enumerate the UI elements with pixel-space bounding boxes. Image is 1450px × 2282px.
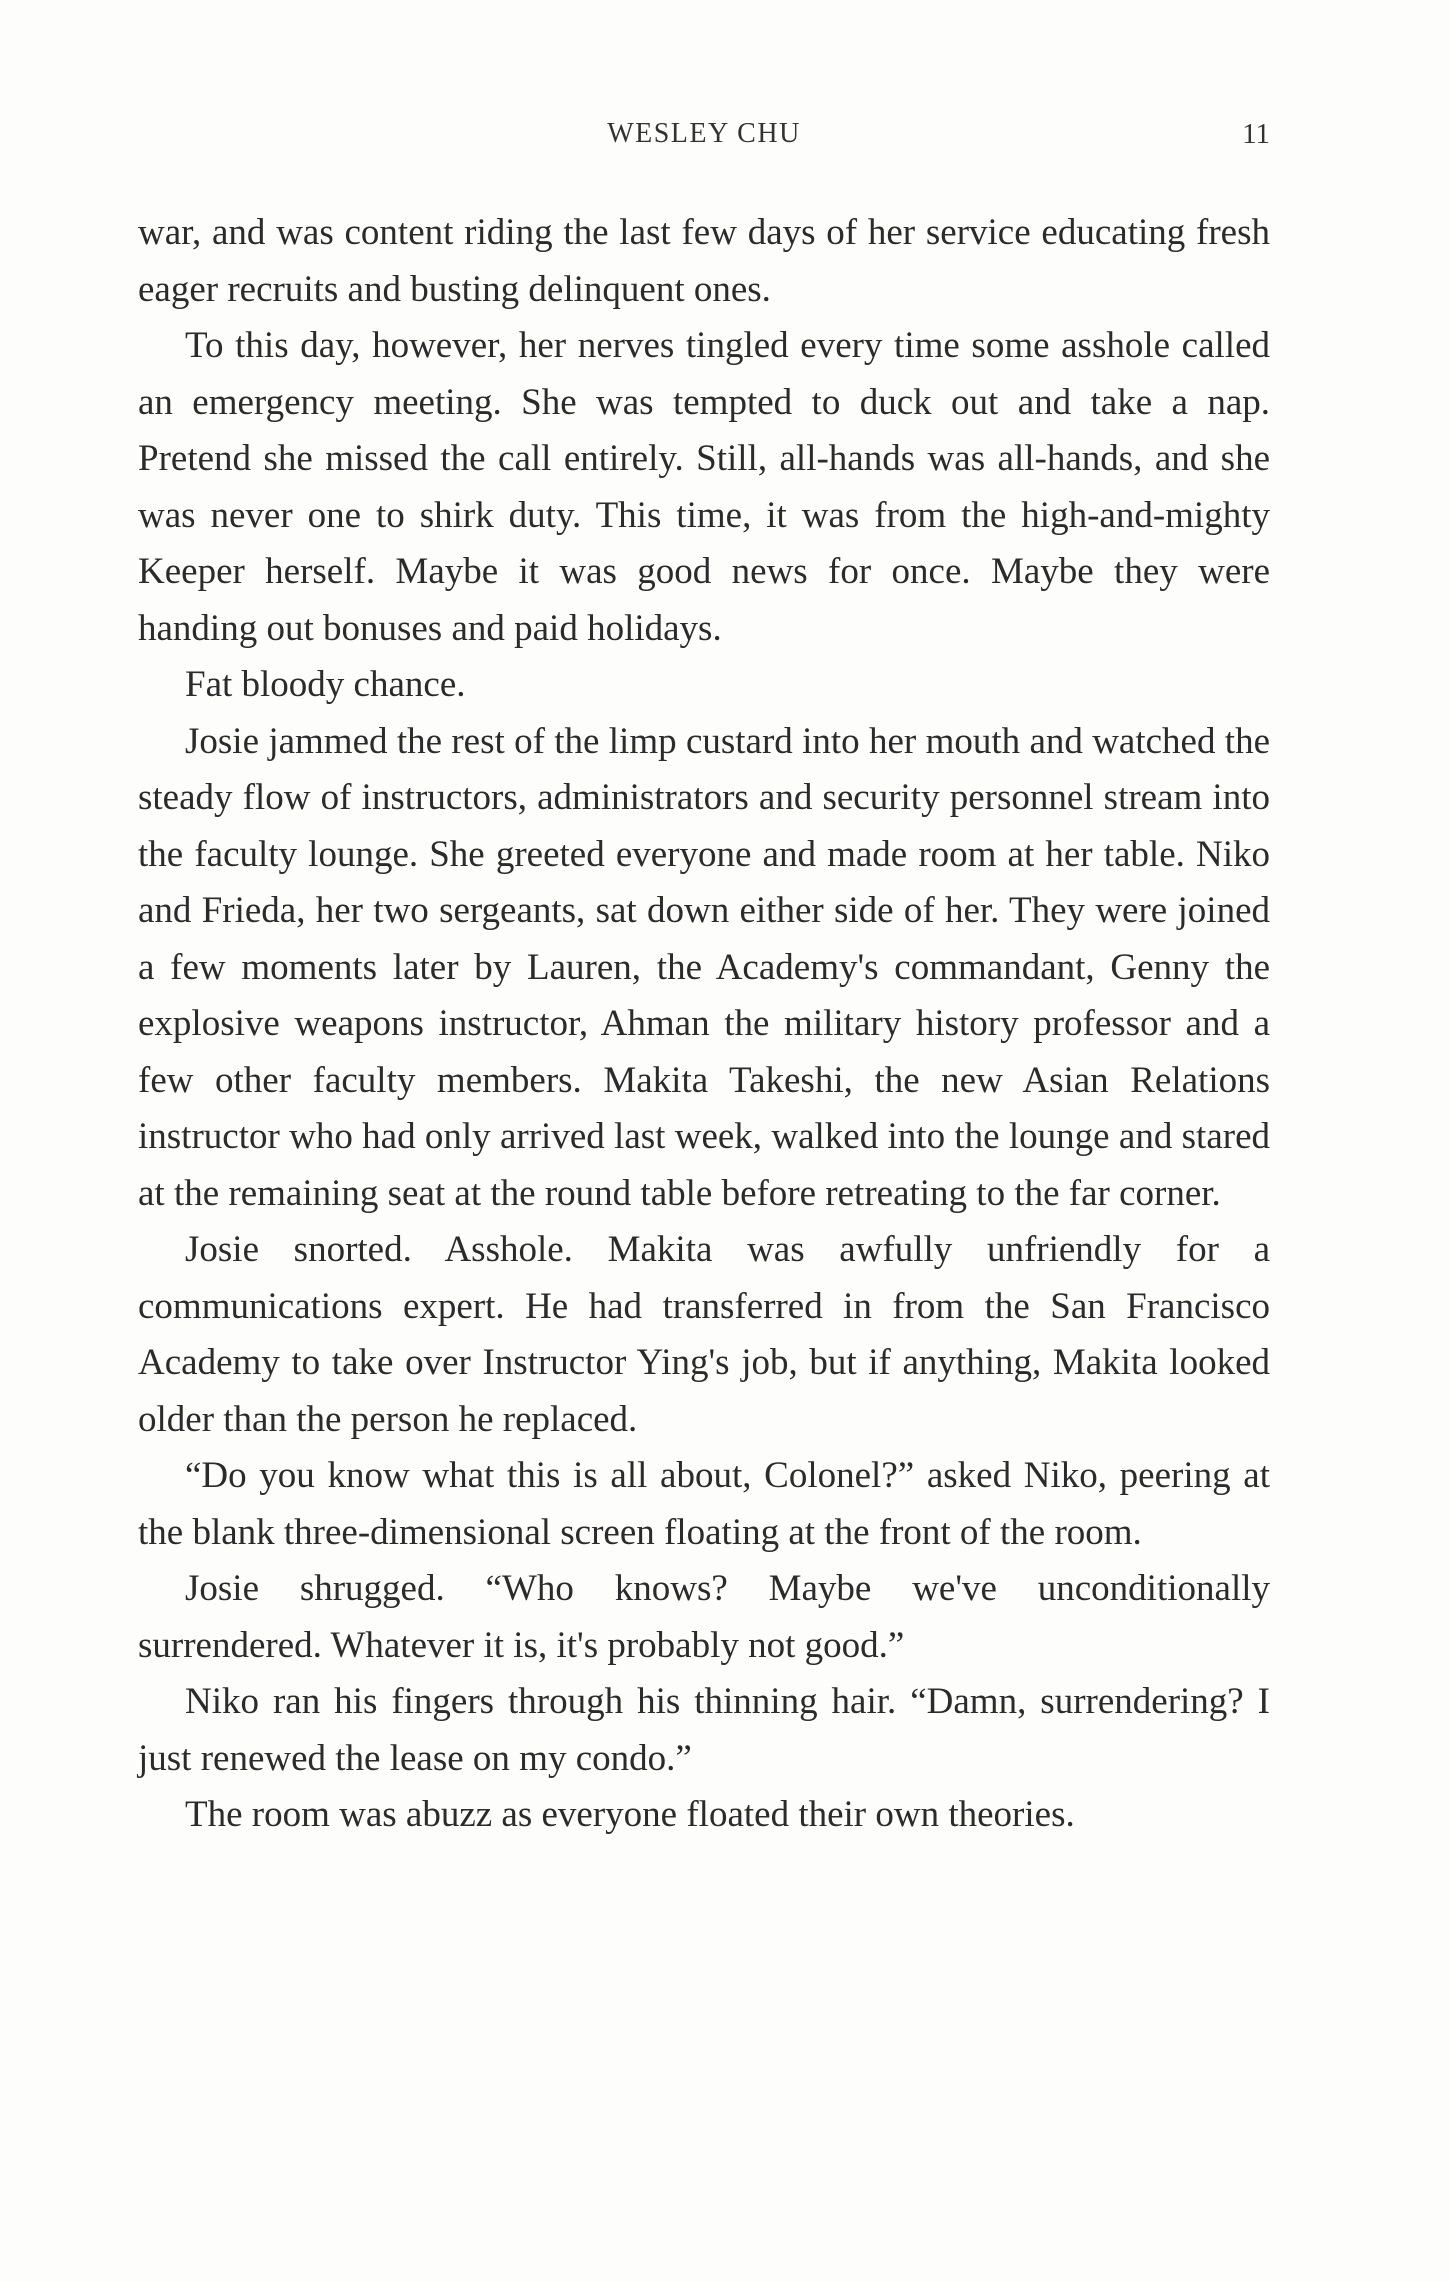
paragraph: To this day, however, her nerves tingled every time some asshole called an emergency meeting. She was tempted to duck out and take a nap. Pretend she missed the call entirely. Still, all-hands was all-hands, and she was never one to shirk duty. This time, it was from the high-and-mighty Keeper herself. Maybe it was good news for once. Maybe they were handing out bonuses and paid holidays. <box>138 325 1270 649</box>
running-header <box>138 118 1270 158</box>
paragraph: war, and was content riding the last few days of her service educating fresh eager recruits and busting delinquent ones. <box>138 212 1270 310</box>
paragraph: The room was abuzz as everyone floated their own theories. <box>185 1794 1075 1835</box>
page-number: 11 <box>1242 118 1270 150</box>
paragraph: Josie snorted. Asshole. Makita was awfully unfriendly for a communications expert. He had transferred in from the San Francisco Academy to take over Instructor Ying's job, but if anything, Makita looked older than the person he replaced. <box>138 1229 1270 1440</box>
paragraph: Niko ran his fingers through his thinning hair. “Damn, surrendering? I just renewed the lease on my condo.” <box>138 1681 1270 1779</box>
paragraph: Fat bloody chance. <box>185 664 466 705</box>
paragraph: Josie shrugged. “Who knows? Maybe we've unconditionally surrendered. Whatever it is, it's probably not good.” <box>138 1568 1270 1666</box>
author-name: WESLEY CHU <box>607 118 801 149</box>
paragraph: Josie jammed the rest of the limp custard into her mouth and watched the steady flow of instructors, administrators and security personnel stream into the faculty lounge. She greeted everyone and made room at her table. Niko and Frieda, her two sergeants, sat down either side of her. They were joined a few moments later by Lauren, the Academy's commandant, Genny the explosive weapons instructor, Ahman the military history professor and a few other faculty members. Makita Takeshi, the new Asian Relations instructor who had only arrived last week, walked into the lounge and stared at the remaining seat at the round table before retreating to the far corner. <box>138 720 1270 1214</box>
paragraph: “Do you know what this is all about, Colonel?” asked Niko, peering at the blank three-dimensional screen floating at the front of the room. <box>138 1455 1270 1553</box>
body-text <box>138 205 1270 1844</box>
